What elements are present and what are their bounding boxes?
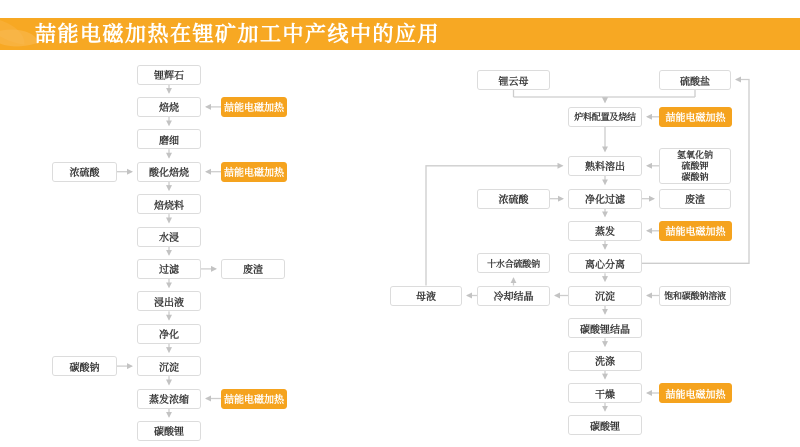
node-roasted-material: 焙烧料: [137, 194, 201, 214]
heating-callout: 喆能电磁加热: [221, 97, 287, 117]
input-sodium-carbonate: 碳酸钠: [52, 356, 117, 376]
node-sulfate: 硫酸盐: [659, 70, 731, 90]
input-sulfuric-acid: 浓硫酸: [52, 162, 117, 182]
input-sulfuric-acid: 浓硫酸: [477, 189, 550, 209]
heating-callout: 喆能电磁加热: [659, 107, 732, 127]
output-waste-residue: 废渣: [221, 259, 285, 279]
node-lithium-carbonate: 碳酸锂: [568, 415, 642, 435]
reagent-sodium-carbonate: 碳酸钠: [681, 171, 709, 182]
node-purification-filtration: 净化过滤: [568, 189, 642, 209]
heating-callout: 喆能电磁加热: [221, 389, 287, 409]
node-precipitation: 沉淀: [137, 356, 201, 376]
node-grinding: 磨细: [137, 129, 201, 149]
node-evaporation-concentration: 蒸发浓缩: [137, 389, 201, 409]
header-bar: [0, 18, 800, 50]
node-roasting: 焙烧: [137, 97, 201, 117]
node-mother-liquor: 母液: [390, 286, 462, 306]
node-water-leaching: 水浸: [137, 227, 201, 247]
output-waste-residue: 废渣: [659, 189, 731, 209]
node-acid-roasting: 酸化焙烧: [137, 162, 201, 182]
node-leachate: 浸出液: [137, 291, 201, 311]
heating-callout: 喆能电磁加热: [659, 383, 732, 403]
node-centrifugal-separation: 离心分离: [568, 253, 642, 273]
heating-callout: 喆能电磁加热: [221, 162, 287, 182]
node-precipitation: 沉淀: [568, 286, 642, 306]
node-cooling-crystallization: 冷却结晶: [477, 286, 550, 306]
reagent-sodium-hydroxide: 氢氧化钠: [676, 149, 713, 160]
page-title: 喆能电磁加热在锂矿加工中产线中的应用: [35, 23, 440, 46]
node-charge-sintering: 炉料配置及烧结: [568, 107, 642, 127]
node-lithium-carbonate-crystallization: 碳酸锂结晶: [568, 318, 642, 338]
node-lithium-carbonate: 碳酸锂: [137, 421, 201, 441]
node-washing: 洗涤: [568, 351, 642, 371]
node-drying: 干燥: [568, 383, 642, 403]
input-reagents: [659, 148, 731, 184]
node-spodumene: 锂辉石: [137, 65, 201, 85]
output-sodium-sulfate-decahydrate: 十水合硫酸钠: [477, 253, 550, 273]
node-evaporation: 蒸发: [568, 221, 642, 241]
reagent-potassium-sulfate: 硫酸钾: [681, 160, 709, 171]
heating-callout: 喆能电磁加热: [659, 221, 732, 241]
input-saturated-soda-solution: 饱和碳酸钠溶液: [659, 286, 731, 306]
node-clinker-dissolution: 熟料溶出: [568, 156, 642, 176]
node-lepidolite: 锂云母: [477, 70, 550, 90]
node-purification: 净化: [137, 324, 201, 344]
node-filtration: 过滤: [137, 259, 201, 279]
